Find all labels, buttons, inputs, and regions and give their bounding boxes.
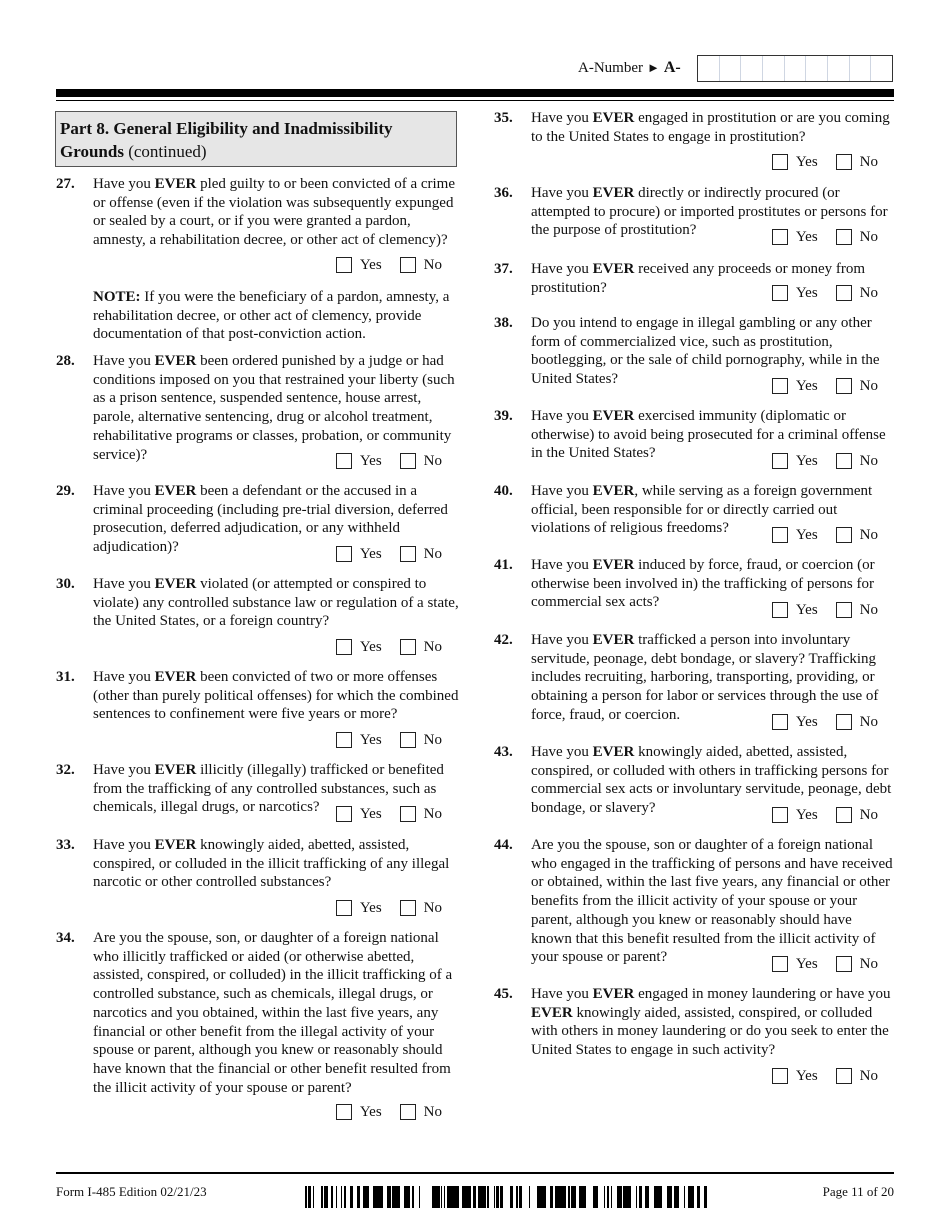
yes-checkbox[interactable] [336, 257, 352, 273]
barcode-bar [478, 1186, 481, 1208]
barcode-bar [611, 1186, 612, 1208]
question-28 [56, 352, 460, 472]
part-title-suffix: (continued) [123, 142, 207, 161]
no-label: No [859, 955, 878, 972]
yes-no-group [336, 1103, 442, 1121]
barcode-bar [607, 1186, 609, 1208]
barcode-bar [629, 1186, 631, 1208]
barcode-bar [626, 1186, 629, 1208]
question-text: Have you EVER violated (or attempted or conspired to violate) any controlled substance law or regulation of a state, the United States, or a foreign country? [93, 576, 459, 630]
barcode-bar [692, 1186, 694, 1208]
question-32 [56, 761, 460, 829]
barcode-bar [341, 1186, 342, 1208]
question-text: Have you EVER been a defendant or the accused in a criminal proceeding (including pre-trial diversion, deferred prosecution, deferred adjudication, or any withheld adjudication)? [93, 483, 448, 556]
question-27 [56, 175, 460, 345]
question-number: 41. [494, 557, 513, 573]
note [93, 288, 460, 344]
arrow-right-icon: ► [646, 60, 660, 75]
yes-label: Yes [795, 377, 818, 394]
yes-checkbox[interactable] [772, 1068, 788, 1084]
question-38 [494, 314, 896, 399]
yes-checkbox[interactable] [772, 453, 788, 469]
barcode-bar [392, 1186, 394, 1208]
barcode [305, 1186, 712, 1208]
yes-label: Yes [795, 955, 818, 972]
barcode-bar [457, 1186, 459, 1208]
barcode-bar [496, 1186, 499, 1208]
barcode-bar [365, 1186, 367, 1208]
question-31 [56, 668, 460, 753]
question-45 [494, 985, 896, 1089]
question-text: Have you EVER, while serving as a foreign government official, been responsible for or directly carried out violations of religious freedoms? [531, 483, 873, 537]
question-number: 39. [494, 408, 513, 424]
barcode-bar [619, 1186, 622, 1208]
yes-no-group [336, 731, 442, 749]
barcode-bar [571, 1186, 574, 1208]
barcode-bar [551, 1186, 553, 1208]
part-title: Part 8. General Eligibility and Inadmissibility Grounds [60, 119, 393, 161]
yes-no-group [336, 452, 442, 470]
question-43 [494, 743, 896, 828]
yes-no-group [772, 377, 878, 395]
yes-checkbox[interactable] [772, 602, 788, 618]
question-number: 43. [494, 744, 513, 760]
yes-no-group [772, 153, 878, 171]
yes-checkbox[interactable] [772, 527, 788, 543]
barcode-bar [655, 1186, 657, 1208]
question-34 [56, 929, 460, 1129]
question-number: 33. [56, 837, 75, 853]
barcode-bar [454, 1186, 457, 1208]
barcode-bar [510, 1186, 513, 1208]
yes-label: Yes [795, 1067, 818, 1084]
barcode-bar [581, 1186, 584, 1208]
barcode-bar [550, 1186, 551, 1208]
barcode-bar [412, 1186, 414, 1208]
barcode-bar [469, 1186, 471, 1208]
yes-checkbox[interactable] [336, 1104, 352, 1120]
barcode-bar [678, 1186, 679, 1208]
no-label: No [423, 452, 442, 469]
yes-checkbox[interactable] [772, 956, 788, 972]
barcode-bar [500, 1186, 501, 1208]
barcode-bar [394, 1186, 395, 1208]
yes-label: Yes [359, 545, 382, 562]
yes-checkbox[interactable] [336, 639, 352, 655]
yes-label: Yes [359, 256, 382, 273]
barcode-bar [397, 1186, 399, 1208]
barcode-bar [313, 1186, 314, 1208]
barcode-bar [654, 1186, 655, 1208]
no-label: No [423, 545, 442, 562]
barcode-bar [321, 1186, 323, 1208]
barcode-bar [660, 1186, 662, 1208]
barcode-bar [407, 1186, 409, 1208]
barcode-bar [310, 1186, 311, 1208]
barcode-bar [377, 1186, 380, 1208]
barcode-bar [595, 1186, 598, 1208]
question-39 [494, 407, 896, 475]
yes-no-group [772, 452, 878, 470]
a-number-cell[interactable] [785, 56, 807, 81]
no-label: No [423, 638, 442, 655]
no-checkbox[interactable] [400, 732, 416, 748]
no-label: No [859, 806, 878, 823]
no-checkbox[interactable] [400, 900, 416, 916]
a-number-prefix: A- [663, 59, 681, 76]
question-36 [494, 184, 896, 252]
barcode-bar [563, 1186, 566, 1208]
question-number: 29. [56, 483, 75, 499]
barcode-bar [483, 1186, 486, 1208]
yes-checkbox[interactable] [772, 714, 788, 730]
question-30 [56, 575, 460, 660]
question-number: 42. [494, 632, 513, 648]
header-divider-thick [56, 89, 894, 97]
barcode-bar [540, 1186, 541, 1208]
no-checkbox[interactable] [400, 546, 416, 562]
barcode-bar [558, 1186, 561, 1208]
yes-checkbox[interactable] [772, 154, 788, 170]
no-checkbox[interactable] [836, 956, 852, 972]
page-number: Page 11 of 20 [822, 1184, 894, 1199]
no-checkbox[interactable] [836, 285, 852, 301]
no-label: No [859, 601, 878, 618]
barcode-bar [562, 1186, 563, 1208]
yes-no-group [336, 638, 442, 656]
no-checkbox[interactable] [400, 806, 416, 822]
barcode-bar [404, 1186, 407, 1208]
no-checkbox[interactable] [836, 154, 852, 170]
yes-label: Yes [359, 638, 382, 655]
a-number-cell[interactable] [720, 56, 742, 81]
barcode-bar [688, 1186, 689, 1208]
barcode-bar [387, 1186, 390, 1208]
barcode-bar [677, 1186, 678, 1208]
a-number-cell[interactable] [850, 56, 872, 81]
barcode-bar [331, 1186, 333, 1208]
question-35 [494, 109, 896, 177]
yes-checkbox[interactable] [772, 378, 788, 394]
no-checkbox[interactable] [400, 453, 416, 469]
yes-label: Yes [359, 452, 382, 469]
barcode-bar [441, 1186, 442, 1208]
question-number: 32. [56, 762, 75, 778]
barcode-bar [409, 1186, 410, 1208]
no-label: No [859, 228, 878, 245]
barcode-bar [541, 1186, 544, 1208]
barcode-bar [579, 1186, 581, 1208]
question-number: 31. [56, 669, 75, 685]
no-checkbox[interactable] [836, 602, 852, 618]
a-number-cell[interactable] [698, 56, 720, 81]
barcode-bar [374, 1186, 377, 1208]
barcode-bar [684, 1186, 685, 1208]
a-number-cell[interactable] [741, 56, 763, 81]
barcode-bar [519, 1186, 520, 1208]
a-number-cell[interactable] [871, 56, 892, 81]
barcode-bar [555, 1186, 558, 1208]
barcode-bar [639, 1186, 642, 1208]
no-checkbox[interactable] [400, 639, 416, 655]
barcode-bar [435, 1186, 437, 1208]
barcode-bar [623, 1186, 626, 1208]
no-checkbox[interactable] [836, 1068, 852, 1084]
yes-no-group [336, 805, 442, 823]
barcode-bar [467, 1186, 469, 1208]
yes-no-group [772, 601, 878, 619]
no-label: No [423, 1103, 442, 1120]
question-37 [494, 260, 896, 310]
barcode-bar [373, 1186, 374, 1208]
barcode-bar [357, 1186, 360, 1208]
question-number: 37. [494, 261, 513, 277]
barcode-bar [647, 1186, 649, 1208]
no-label: No [859, 153, 878, 170]
question-29 [56, 482, 460, 567]
yes-label: Yes [795, 526, 818, 543]
question-text: Have you EVER engaged in prostitution or are you coming to the United States to engage in prostitution? [531, 110, 890, 145]
barcode-bar [691, 1186, 692, 1208]
barcode-bar [568, 1186, 570, 1208]
barcode-bar [501, 1186, 502, 1208]
question-text: Do you intend to engage in illegal gambling or any other form of commercialized vice, such as prostitution, bootlegging, or the sale of child pornography, while in the United States? [531, 315, 880, 388]
yes-label: Yes [795, 713, 818, 730]
barcode-bar [345, 1186, 346, 1208]
yes-checkbox[interactable] [336, 546, 352, 562]
question-text: Are you the spouse, son, or daughter of a foreign national who illicitly trafficked or aided (or otherwise abetted, assisted, conspired, or colluded) in the illicit trafficking of a controlled substance, such as chemicals, illegal drugs, or narcotics and you obtained, within the last five years, any financial or other benefit from the illegal activity of your spouse or parent, although you knew or reasonably should have known that the financial or other benefit resulted from the illicit activity of your spouse or parent? [93, 930, 453, 1096]
yes-checkbox[interactable] [336, 806, 352, 822]
question-44 [494, 836, 896, 976]
part-8-header [55, 111, 457, 167]
question-text: Have you EVER knowingly aided, abetted, assisted, conspired, or colluded with others in trafficking persons for commercial sex acts or involuntary servitude, peonage, debt bondage, or slavery? [531, 744, 892, 817]
barcode-bar [671, 1186, 672, 1208]
barcode-bar [704, 1186, 707, 1208]
barcode-bar [674, 1186, 677, 1208]
barcode-bar [367, 1186, 369, 1208]
barcode-bar [363, 1186, 365, 1208]
barcode-bar [324, 1186, 327, 1208]
no-label: No [859, 526, 878, 543]
barcode-bar [544, 1186, 546, 1208]
barcode-bar [433, 1186, 435, 1208]
no-label: No [859, 713, 878, 730]
barcode-bar [462, 1186, 464, 1208]
yes-checkbox[interactable] [772, 807, 788, 823]
barcode-bar [308, 1186, 310, 1208]
question-number: 40. [494, 483, 513, 499]
a-number-label-row [578, 59, 681, 77]
barcode-bar [473, 1186, 476, 1208]
question-42 [494, 631, 896, 735]
barcode-bar [584, 1186, 586, 1208]
no-label: No [859, 452, 878, 469]
question-number: 44. [494, 837, 513, 853]
no-checkbox[interactable] [836, 527, 852, 543]
no-checkbox[interactable] [400, 1104, 416, 1120]
barcode-bar [451, 1186, 452, 1208]
yes-label: Yes [359, 899, 382, 916]
form-edition: Form I-485 Edition 02/21/23 [56, 1184, 207, 1199]
barcode-bar [395, 1186, 397, 1208]
question-text: Have you EVER induced by force, fraud, or coercion (or otherwise been involved in) the trafficking of persons for commercial sex acts? [531, 557, 875, 611]
yes-checkbox[interactable] [336, 453, 352, 469]
yes-label: Yes [795, 806, 818, 823]
barcode-bar [305, 1186, 307, 1208]
barcode-bar [494, 1186, 495, 1208]
barcode-bar [350, 1186, 353, 1208]
barcode-bar [669, 1186, 671, 1208]
note-label: NOTE: [93, 289, 141, 305]
yes-no-group [772, 955, 878, 973]
question-number: 28. [56, 353, 75, 369]
yes-no-group [772, 526, 878, 544]
question-number: 38. [494, 315, 513, 331]
barcode-bar [380, 1186, 383, 1208]
barcode-bar [645, 1186, 647, 1208]
barcode-bar [437, 1186, 440, 1208]
no-label: No [423, 899, 442, 916]
barcode-bar [561, 1186, 562, 1208]
question-text: Have you EVER received any proceeds or money from prostitution? [531, 261, 866, 296]
barcode-bar [336, 1186, 337, 1208]
yes-label: Yes [795, 284, 818, 301]
question-41 [494, 556, 896, 624]
barcode-bar [667, 1186, 669, 1208]
barcode-bar [447, 1186, 449, 1208]
barcode-bar [520, 1186, 522, 1208]
barcode-bar [390, 1186, 391, 1208]
barcode-bar [697, 1186, 700, 1208]
no-checkbox[interactable] [836, 807, 852, 823]
barcode-bar [344, 1186, 345, 1208]
question-33 [56, 836, 460, 921]
a-number-label: A-Number [578, 60, 643, 76]
a-number-cell[interactable] [806, 56, 828, 81]
yes-label: Yes [795, 153, 818, 170]
yes-no-group [336, 899, 442, 917]
yes-no-group [772, 284, 878, 302]
yes-no-group [772, 228, 878, 246]
question-text: Have you EVER illicitly (illegally) trafficked or benefited from the trafficking of any controlled substances, such as chemicals, illegal drugs, or narcotics? [93, 762, 444, 816]
a-number-input[interactable] [697, 55, 893, 82]
question-text: Have you EVER directly or indirectly procured (or attempted to procure) or imported prostitutes or persons for the purpose of prostitution? [531, 185, 888, 239]
a-number-cell[interactable] [828, 56, 850, 81]
a-number-cell[interactable] [763, 56, 785, 81]
question-number: 34. [56, 930, 75, 946]
barcode-bar [516, 1186, 518, 1208]
question-text: Have you EVER pled guilty to or been convicted of a crime or offense (even if the violation was subsequently expunged or sealed by a court, or if you were granted a pardon, amnesty, a rehabilitation decree, or other act of clemency)? [93, 176, 456, 249]
yes-label: Yes [795, 228, 818, 245]
footer-divider [56, 1172, 894, 1174]
header-divider-thin [56, 100, 894, 101]
yes-checkbox[interactable] [772, 229, 788, 245]
question-number: 35. [494, 110, 513, 126]
question-number: 27. [56, 176, 75, 192]
no-label: No [859, 1067, 878, 1084]
yes-checkbox[interactable] [336, 732, 352, 748]
barcode-bar [452, 1186, 454, 1208]
barcode-bar [604, 1186, 605, 1208]
question-number: 30. [56, 576, 75, 592]
barcode-bar [419, 1186, 420, 1208]
yes-label: Yes [359, 1103, 382, 1120]
yes-label: Yes [795, 601, 818, 618]
yes-no-group [336, 545, 442, 563]
yes-label: Yes [359, 805, 382, 822]
question-40 [494, 482, 896, 550]
barcode-bar [593, 1186, 595, 1208]
no-label: No [859, 377, 878, 394]
no-label: No [859, 284, 878, 301]
yes-no-group [772, 1067, 878, 1085]
no-checkbox[interactable] [836, 229, 852, 245]
yes-checkbox[interactable] [772, 285, 788, 301]
question-text: Have you EVER knowingly aided, abetted, assisted, conspired, or colluded in the illicit trafficking of any illegal narcotic or other controlled substances? [93, 837, 450, 891]
question-text: Are you the spouse, son or daughter of a foreign national who engaged in the trafficking of persons and have received or obtained, within the last five years, any financial or other benefits from the illicit activity of your spouse or your parent, although you knew or reasonably should have known that this benefit resulted from the illicit activity of your spouse or parent? [531, 837, 893, 966]
barcode-bar [432, 1186, 433, 1208]
yes-no-group [772, 806, 878, 824]
barcode-bar [399, 1186, 400, 1208]
barcode-bar [689, 1186, 691, 1208]
barcode-bar [529, 1186, 530, 1208]
question-text: Have you EVER been ordered punished by a judge or had conditions imposed on you that restrained your liberty (such as a prison sentence, suspended sentence, house arrest, parole, alternative sentencing, drug or alcohol treatment, rehabilitative programs or classes, probation, or community service)? [93, 353, 455, 463]
note-text: If you were the beneficiary of a pardon, amnesty, a rehabilitation decree, or other act of clemency, provide documentation of that post-conviction action. [93, 289, 450, 343]
barcode-bar [481, 1186, 483, 1208]
no-label: No [423, 256, 442, 273]
yes-label: Yes [795, 452, 818, 469]
no-checkbox[interactable] [836, 714, 852, 730]
barcode-bar [444, 1186, 445, 1208]
yes-no-group [772, 713, 878, 731]
question-number: 45. [494, 986, 513, 1002]
yes-label: Yes [359, 731, 382, 748]
question-text: Have you EVER trafficked a person into involuntary servitude, peonage, debt bondage, or slavery? Trafficking includes recruiting, harboring, transporting, providing, or obtaining a person for labor or services through the use of force, fraud, or coercion. [531, 632, 879, 723]
question-text: Have you EVER engaged in money laundering or have you EVER knowingly aided, assisted, conspired, or colluded with others in money laundering or do you seek to enter the United States to engage in such activity? [531, 986, 891, 1059]
question-number: 36. [494, 185, 513, 201]
barcode-bar [617, 1186, 619, 1208]
no-checkbox[interactable] [836, 453, 852, 469]
question-text: Have you EVER been convicted of two or more offenses (other than purely political offenses) for which the combined sentences to confinement were five years or more? [93, 669, 459, 723]
no-checkbox[interactable] [400, 257, 416, 273]
barcode-bar [502, 1186, 503, 1208]
no-label: No [423, 805, 442, 822]
barcode-bar [464, 1186, 467, 1208]
no-checkbox[interactable] [836, 378, 852, 394]
barcode-bar [537, 1186, 540, 1208]
yes-no-group [336, 256, 442, 274]
yes-checkbox[interactable] [336, 900, 352, 916]
barcode-bar [487, 1186, 489, 1208]
barcode-bar [574, 1186, 576, 1208]
barcode-bar [636, 1186, 637, 1208]
barcode-bar [449, 1186, 451, 1208]
barcode-bar [657, 1186, 660, 1208]
barcode-bar [327, 1186, 328, 1208]
question-text: Have you EVER exercised immunity (diplomatic or otherwise) to avoid being prosecuted for a criminal offense in the United States? [531, 408, 886, 462]
no-label: No [423, 731, 442, 748]
